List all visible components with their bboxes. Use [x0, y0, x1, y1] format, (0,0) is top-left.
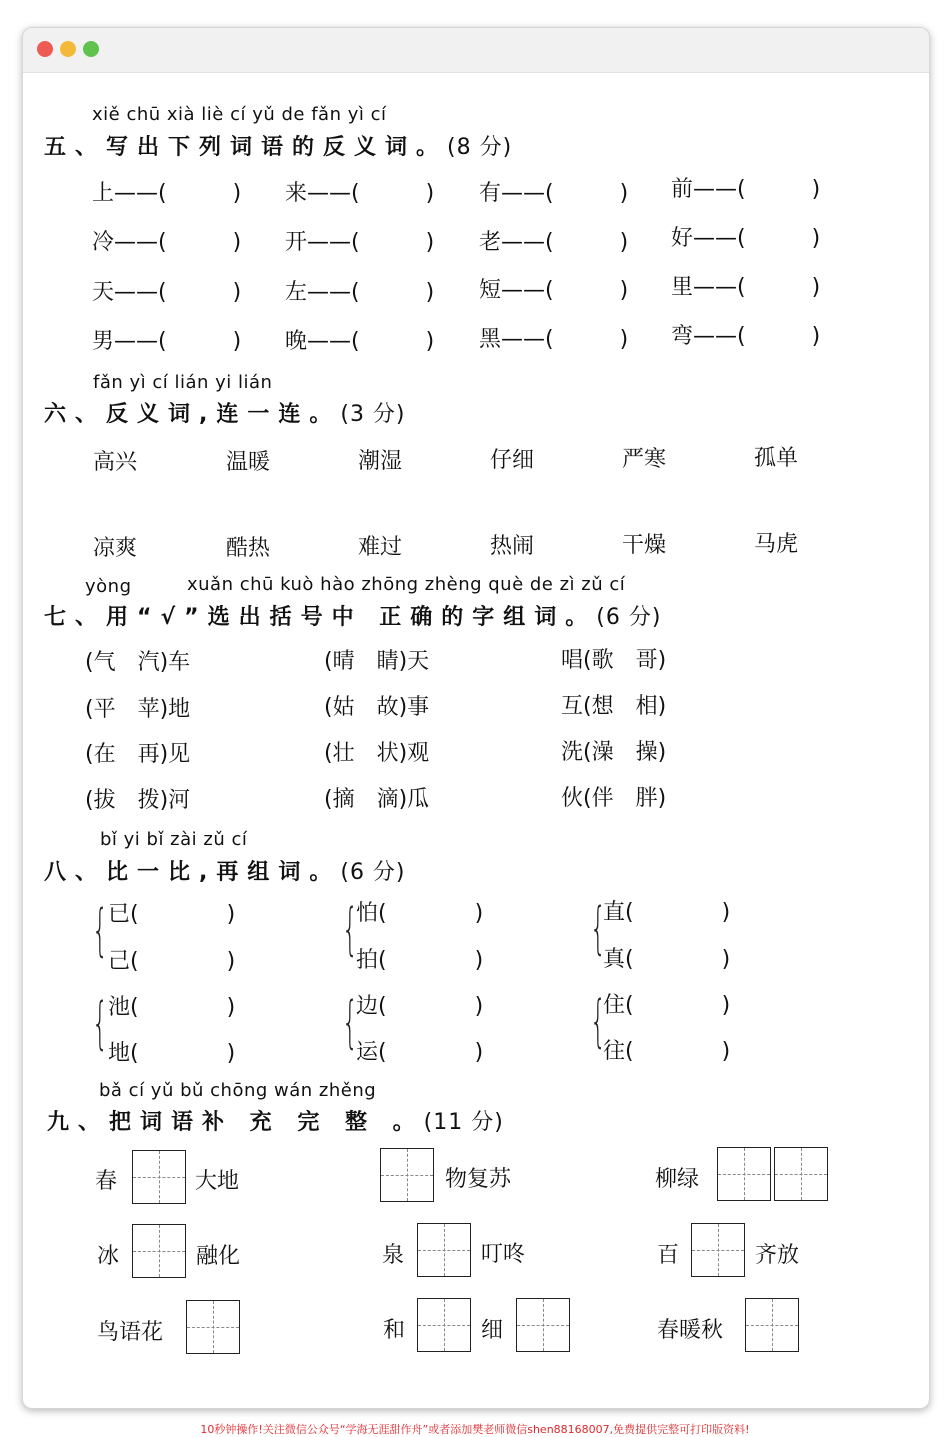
answer-box[interactable] — [417, 1223, 471, 1277]
s6-top-word[interactable]: 高兴 — [93, 450, 138, 475]
s6-top-word[interactable]: 仔细 — [490, 448, 535, 473]
brace-icon: { — [342, 990, 359, 1055]
s5-title: 五、写出下列词语的反义词。 — [44, 135, 448, 160]
s6-bottom-word[interactable]: 凉爽 — [93, 536, 138, 561]
s8-item: 真( ) — [603, 947, 731, 972]
s8-heading — [44, 855, 406, 886]
s5-item: 晚——( ) — [285, 329, 435, 354]
s7-item[interactable]: 互(想 相) — [561, 694, 667, 719]
s7-heading — [44, 600, 661, 631]
s7-item[interactable]: 伙(伴 胖) — [561, 786, 667, 811]
s6-top-word[interactable]: 潮湿 — [358, 449, 403, 474]
s5-item: 左——( ) — [285, 280, 435, 305]
answer-box[interactable] — [417, 1298, 471, 1352]
answer-box[interactable] — [380, 1148, 434, 1202]
s6-bottom-word[interactable]: 酷热 — [226, 536, 271, 561]
s7-title: 七、用“√”选出括号中 正确的字组词。 — [44, 605, 597, 630]
s8-item: 已( ) — [108, 902, 236, 927]
s6-top-word[interactable]: 严寒 — [622, 447, 667, 472]
s5-heading — [44, 130, 512, 161]
s6-bottom-word[interactable]: 难过 — [358, 535, 403, 560]
s6-bottom-word[interactable]: 热闹 — [490, 534, 535, 559]
s5-item: 冷——( ) — [92, 230, 242, 255]
s8-title: 八、比一比,再组词。 — [44, 860, 341, 885]
s8-pinyin: bǐ yi bǐ zài zǔ cí — [100, 829, 248, 850]
s8-score: (6 分) — [340, 860, 406, 885]
answer-box[interactable] — [516, 1298, 570, 1352]
s5-item: 上——( ) — [92, 181, 242, 206]
s6-top-word[interactable]: 温暖 — [226, 450, 271, 475]
s9-text: 细 — [481, 1318, 504, 1343]
s9-score: (11 分) — [423, 1110, 504, 1135]
s6-top-word[interactable]: 孤单 — [754, 446, 799, 471]
s7-item[interactable]: (拔 拨)河 — [85, 788, 191, 813]
minimize-window-button[interactable] — [60, 41, 76, 57]
s8-item: 往( ) — [603, 1039, 731, 1064]
s9-text: 春暖秋 — [657, 1318, 724, 1343]
s9-text: 泉 — [382, 1243, 405, 1268]
s9-text: 冰 — [97, 1244, 120, 1269]
s7-item[interactable]: (平 苹)地 — [85, 697, 191, 722]
s6-bottom-word[interactable]: 马虎 — [754, 532, 799, 557]
brace-icon: { — [342, 897, 359, 962]
s9-text: 大地 — [195, 1169, 240, 1194]
s9-title: 九、把词语补 充 完 整 。 — [47, 1110, 424, 1135]
s9-text: 和 — [383, 1318, 406, 1343]
s5-item: 短——( ) — [479, 278, 629, 303]
s5-pinyin: xiě chū xià liè cí yǔ de fǎn yì cí — [92, 104, 387, 125]
promo-footer: 10秒钟操作!关注微信公众号“学海无涯甜作舟”或者添加樊老师微信shen88168007,免费提供完整可打印版资料! — [200, 1423, 750, 1436]
brace-icon: { — [92, 898, 109, 963]
s7-item[interactable]: (在 再)见 — [85, 742, 191, 767]
s9-heading — [47, 1105, 504, 1136]
s7-item[interactable]: (姑 故)事 — [324, 695, 430, 720]
s7-pinyin-b: xuǎn chū kuò hào zhōng zhèng què de zì zǔ cí — [187, 574, 626, 595]
s7-score: (6 分) — [596, 605, 662, 630]
s8-item: 拍( ) — [356, 948, 484, 973]
close-window-button[interactable] — [37, 41, 53, 57]
s8-item: 边( ) — [356, 994, 484, 1019]
s5-item: 天——( ) — [92, 280, 242, 305]
brace-icon: { — [590, 989, 607, 1054]
s7-item[interactable]: (壮 状)观 — [324, 741, 430, 766]
maximize-window-button[interactable] — [83, 41, 99, 57]
s7-item[interactable]: 唱(歌 哥) — [561, 648, 667, 673]
s7-pinyin-a: yòng — [85, 576, 132, 597]
s7-item[interactable]: (摘 滴)瓜 — [324, 787, 430, 812]
s5-score: (8 分) — [447, 135, 513, 160]
s9-text: 叮咚 — [481, 1242, 526, 1267]
s9-text: 百 — [657, 1243, 680, 1268]
s5-item: 里——( ) — [671, 275, 821, 300]
s8-item: 己( ) — [108, 949, 236, 974]
s9-pinyin: bǎ cí yǔ bǔ chōng wán zhěng — [99, 1080, 377, 1101]
brace-icon: { — [590, 896, 607, 961]
answer-box[interactable] — [717, 1147, 771, 1201]
s8-item: 运( ) — [356, 1040, 484, 1065]
s8-item: 直( ) — [603, 900, 731, 925]
s6-title: 六、反义词,连一连。 — [44, 402, 341, 427]
s8-item: 怕( ) — [356, 901, 484, 926]
s9-text: 柳绿 — [655, 1167, 700, 1192]
s5-item: 来——( ) — [285, 181, 435, 206]
s5-item: 男——( ) — [92, 329, 242, 354]
s6-pinyin: fǎn yì cí lián yi lián — [93, 372, 273, 393]
s7-item[interactable]: 洗(澡 操) — [561, 740, 667, 765]
s5-item: 前——( ) — [671, 177, 821, 202]
answer-box[interactable] — [132, 1224, 186, 1278]
s9-text: 春 — [95, 1169, 118, 1194]
s9-text: 齐放 — [755, 1243, 800, 1268]
s5-item: 老——( ) — [479, 230, 629, 255]
s5-item: 开——( ) — [285, 230, 435, 255]
s8-item: 池( ) — [108, 995, 236, 1020]
s9-text: 物复苏 — [445, 1167, 512, 1192]
s6-bottom-word[interactable]: 干燥 — [622, 533, 667, 558]
s5-item: 弯——( ) — [671, 324, 821, 349]
s5-item: 好——( ) — [671, 226, 821, 251]
s5-item: 有——( ) — [479, 181, 629, 206]
s6-heading — [44, 397, 406, 428]
s8-item: 地( ) — [108, 1041, 236, 1066]
brace-icon: { — [92, 991, 109, 1056]
answer-box[interactable] — [132, 1150, 186, 1204]
s7-item[interactable]: (气 汽)车 — [85, 650, 191, 675]
s9-text: 鸟语花 — [97, 1320, 164, 1345]
s7-item[interactable]: (晴 睛)天 — [324, 649, 430, 674]
s9-text: 融化 — [196, 1244, 241, 1269]
s8-item: 住( ) — [603, 993, 731, 1018]
s6-score: (3 分) — [340, 402, 406, 427]
answer-box[interactable] — [691, 1223, 745, 1277]
s5-item: 黑——( ) — [479, 327, 629, 352]
answer-box[interactable] — [186, 1300, 240, 1354]
answer-box[interactable] — [774, 1147, 828, 1201]
answer-box[interactable] — [745, 1298, 799, 1352]
title-bar — [23, 28, 929, 73]
